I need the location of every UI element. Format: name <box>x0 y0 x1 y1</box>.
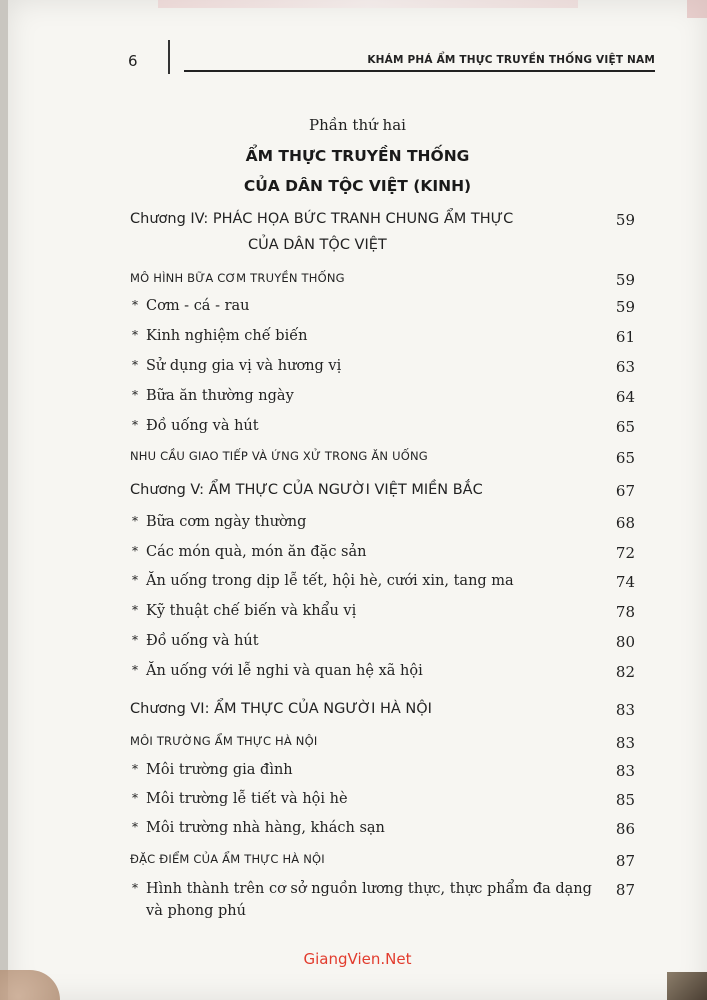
page-number: 6 <box>128 52 138 70</box>
toc-item-text: Các món quà, món ăn đặc sản <box>146 544 367 560</box>
toc-item-label <box>132 514 306 530</box>
bullet-icon: * <box>132 633 138 647</box>
toc-item-label <box>132 573 514 589</box>
toc-section-title: MÔ HÌNH BỮA CƠM TRUYỀN THỐNG <box>130 271 345 285</box>
toc-item-label <box>132 791 348 807</box>
book-page <box>8 0 707 1000</box>
toc-page-number: 63 <box>615 358 635 376</box>
toc-page-number: 65 <box>615 449 635 467</box>
toc-item-label <box>132 603 356 619</box>
toc-item-text: Bữa cơm ngày thường <box>146 514 307 530</box>
toc-page-number: 64 <box>615 388 635 406</box>
toc-item-label <box>132 358 341 374</box>
toc-item-text: Đồ uống và hút <box>146 633 259 649</box>
toc-item-text: Đồ uống và hút <box>146 418 259 434</box>
toc-page-number: 72 <box>615 544 635 562</box>
toc-chapter-title: Chương V: ẨM THỰC CỦA NGƯỜI VIỆT MIỀN BẮC <box>130 482 483 498</box>
toc-item-text: Môi trường gia đình <box>146 762 293 778</box>
bullet-icon: * <box>132 544 138 558</box>
toc-page-number: 59 <box>615 298 635 316</box>
toc-item-text: Bữa ăn thường ngày <box>146 388 294 404</box>
toc-page-number: 83 <box>615 734 635 752</box>
toc-item-text: Cơm - cá - rau <box>146 298 250 314</box>
toc-chapter-title <box>130 211 513 253</box>
corner-shadow <box>687 0 707 18</box>
toc-item-label <box>132 298 250 314</box>
bullet-icon: * <box>132 418 138 432</box>
toc-item-label <box>132 388 294 404</box>
bullet-icon: * <box>132 573 138 587</box>
bullet-icon: * <box>132 328 138 342</box>
toc-item-label <box>132 633 259 649</box>
toc-page-number: 61 <box>615 328 635 346</box>
part-title-line1: ẨM THỰC TRUYỀN THỐNG <box>245 147 470 165</box>
part-label: Phần thứ hai <box>309 116 406 134</box>
header-divider <box>168 40 170 74</box>
toc-item-label <box>132 663 423 679</box>
toc-page-number: 85 <box>615 791 635 809</box>
toc-section-title: ĐẶC ĐIỂM CỦA ẨM THỰC HÀ NỘI <box>130 852 325 866</box>
bullet-icon: * <box>132 514 138 528</box>
bullet-icon: * <box>132 358 138 372</box>
toc-item-text-line2: và phong phú <box>146 903 246 919</box>
toc-item-text: Môi trường lễ tiết và hội hè <box>146 791 348 807</box>
toc-item-text: Ăn uống trong dịp lễ tết, hội hè, cưới xin, tang ma <box>146 573 514 589</box>
toc-section-title: MÔI TRƯỜNG ẨM THỰC HÀ NỘI <box>130 734 318 748</box>
toc-page-number: 83 <box>615 701 635 719</box>
toc-page-number: 59 <box>615 211 635 229</box>
toc-page-number: 74 <box>615 573 635 591</box>
toc-page-number: 65 <box>615 418 635 436</box>
toc-chapter-title-line1: Chương IV: PHÁC HỌA BỨC TRANH CHUNG ẨM THỰC <box>130 211 514 227</box>
toc-chapter-title: Chương VI: ẨM THỰC CỦA NGƯỜI HÀ NỘI <box>130 701 432 717</box>
toc-item-label <box>132 544 366 560</box>
bottom-right-corner <box>667 972 707 1000</box>
top-edge-strip <box>158 0 578 8</box>
toc-item-text-line1: Hình thành trên cơ sở nguồn lương thực, thực phẩm đa dạng <box>146 881 592 897</box>
bullet-icon: * <box>132 298 138 312</box>
toc-page-number: 86 <box>615 820 635 838</box>
toc-page-number: 67 <box>615 482 635 500</box>
part-title-line2: CỦA DÂN TỘC VIỆT (KINH) <box>243 177 472 195</box>
toc-section-title: NHU CẦU GIAO TIẾP VÀ ỨNG XỬ TRONG ĂN UỐNG <box>130 449 428 463</box>
toc-chapter-title-line2: CỦA DÂN TỘC VIỆT <box>248 237 387 253</box>
toc-page-number: 80 <box>615 633 635 651</box>
bullet-icon: * <box>132 881 138 895</box>
bullet-icon: * <box>132 762 138 776</box>
toc-item-text: Sử dụng gia vị và hương vị <box>146 358 342 374</box>
toc-item-label <box>132 820 385 836</box>
toc-page-number: 87 <box>615 881 635 899</box>
toc-item-label <box>132 881 592 919</box>
bullet-icon: * <box>132 603 138 617</box>
toc-page-number: 78 <box>615 603 635 621</box>
toc-item-text: Ăn uống với lễ nghi và quan hệ xã hội <box>146 663 423 679</box>
bullet-icon: * <box>132 663 138 677</box>
toc-item-text: Kinh nghiệm chế biến <box>146 328 308 344</box>
header-rule <box>184 70 655 72</box>
toc-item-text: Môi trường nhà hàng, khách sạn <box>146 820 385 836</box>
running-title: KHÁM PHÁ ẨM THỰC TRUYỀN THỐNG VIỆT NAM <box>367 54 655 66</box>
toc-page-number: 87 <box>615 852 635 870</box>
toc-item-label <box>132 762 293 778</box>
toc-page-number: 82 <box>615 663 635 681</box>
toc-page-number: 68 <box>615 514 635 532</box>
bullet-icon: * <box>132 820 138 834</box>
bullet-icon: * <box>132 791 138 805</box>
bullet-icon: * <box>132 388 138 402</box>
watermark-text: GiangVien.Net <box>303 950 412 968</box>
toc-item-label <box>132 328 307 344</box>
toc-item-label <box>132 418 259 434</box>
toc-page-number: 83 <box>615 762 635 780</box>
toc-page-number: 59 <box>615 271 635 289</box>
toc-item-text: Kỹ thuật chế biến và khẩu vị <box>146 603 357 619</box>
